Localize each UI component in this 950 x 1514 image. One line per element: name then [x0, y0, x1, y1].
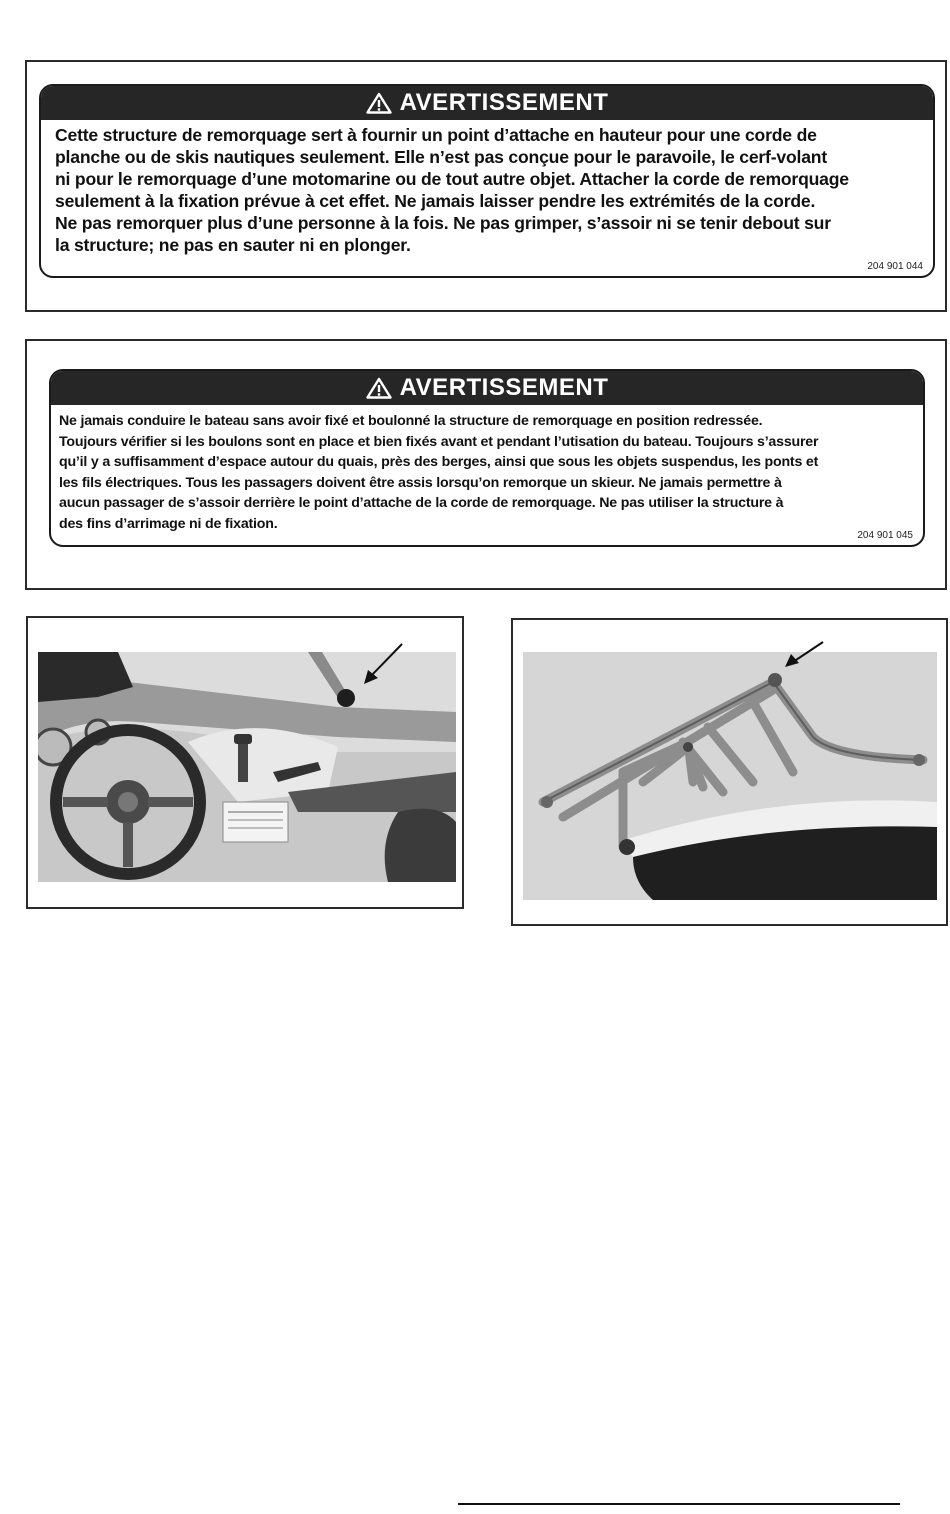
- warning-text-2: [51, 405, 923, 534]
- warning-title: AVERTISSEMENT: [399, 89, 609, 116]
- warning-title: AVERTISSEMENT: [399, 374, 609, 401]
- reference-code: 204 901 044: [867, 261, 923, 272]
- warning-line: la structure; ne pas en sauter ni en plonger.: [55, 235, 411, 255]
- warning-line: Toujours vérifier si les boulons sont en place et bien fixés avant et pendant l’utisation du bateau. Toujours s’assurer: [59, 433, 819, 450]
- warning-line: Ne pas remorquer plus d’une personne à la fois. Ne pas grimper, s’assoir ni se tenir debout sur: [55, 213, 831, 233]
- warning-panel-1: [25, 60, 947, 312]
- warning-line: Cette structure de remorquage sert à fournir un point d’attache en hauteur pour une corde de: [55, 125, 817, 145]
- warning-line: qu’il y a suffisamment d’espace autour du quais, près des berges, ainsi que sous les objets suspendus, les ponts et: [59, 454, 819, 470]
- footer-rule: [458, 1503, 900, 1505]
- photo-tower-frame: [511, 618, 948, 926]
- photo-tower: [523, 652, 937, 900]
- warning-panel-2: [25, 339, 947, 590]
- warning-line: planche ou de skis nautiques seulement. Elle n’est pas conçue pour le paravoile, le cerf-volant: [55, 147, 827, 167]
- warning-label-2: [49, 369, 925, 547]
- arrow-pointer-icon: [781, 638, 827, 672]
- reference-code: 204 901 045: [857, 530, 913, 541]
- warning-header-2: [51, 371, 923, 405]
- warning-line: aucun passager de s’assoir derrière le point d’attache de la corde de remorquage. Ne pas utiliser la structure à: [59, 495, 784, 511]
- warning-line: Ne jamais conduire le bateau sans avoir fixé et boulonné la structure de remorquage en position redressée.: [59, 413, 763, 429]
- warning-line: seulement à la fixation prévue à cet effet. Ne jamais laisser pendre les extrémités de la corde.: [55, 191, 816, 211]
- warning-triangle-icon: [366, 377, 392, 399]
- warning-header-1: [41, 86, 933, 120]
- warning-line: les fils électriques. Tous les passagers doivent être assis lorsqu’on remorque un skieur. Ne jamais permettre à: [59, 474, 782, 491]
- warning-line: ni pour le remorquage d’une motomarine ou de tout autre objet. Attacher la corde de remorquage: [55, 169, 849, 189]
- warning-triangle-icon: [366, 92, 392, 114]
- warning-text-1: [41, 120, 933, 256]
- warning-line: des fins d’arrimage ni de fixation.: [59, 515, 278, 532]
- warning-label-1: [39, 84, 935, 278]
- photo-cockpit-frame: [26, 616, 464, 909]
- arrow-pointer-icon: [358, 642, 408, 687]
